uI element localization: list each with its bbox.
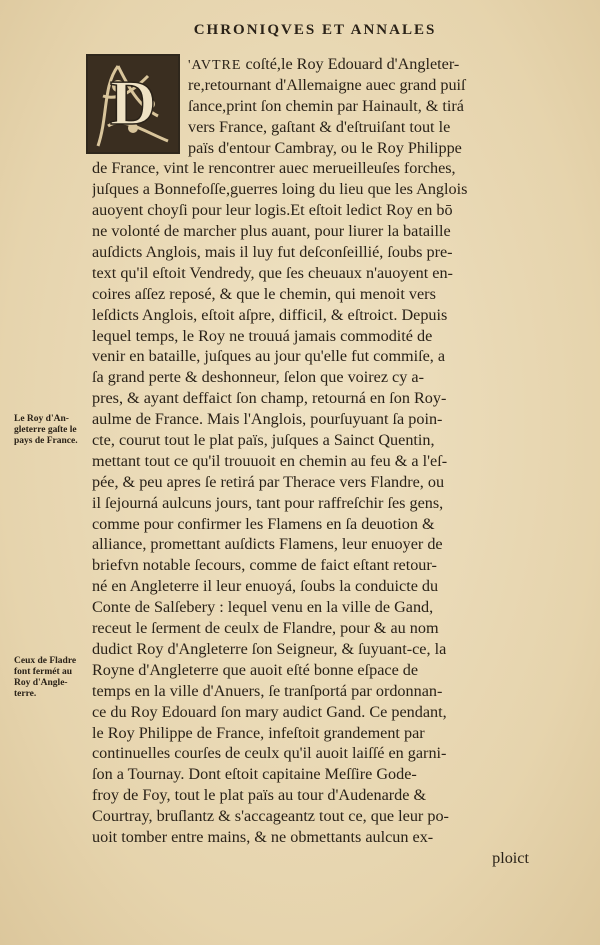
text-line: continuelles courſes de ceulx qu'il auoit laiſſé en garni- [92, 744, 447, 763]
text-line: Courtray, bruſlantz & s'accageantz tout ce, que leur po- [92, 807, 449, 826]
text-line: ce du Roy Edouard ſon mary audict Gand. Ce pendant, [92, 702, 447, 721]
text-line: temps en la ville d'Anuers, ſe tranſportá par ordonnan- [92, 681, 443, 700]
text-line: uoit tomber entre mains, & ne obmettants aulcun ex- [92, 827, 434, 846]
margin-note-line: terre. [14, 689, 37, 699]
text-line: il ſejourná aulcuns jours, tant pour raffreſchir ſes gens, [92, 493, 444, 512]
catchword: ploict [492, 848, 529, 867]
text-line: froy de Foy, tout le plat païs au tour d'Audenarde & [92, 786, 427, 805]
text-line: auſdicts Anglois, mais il luy fut deſconſeillié, ſoubs pre- [92, 243, 453, 262]
text-line: cte, courut tout le plat païs, juſques a Sainct Quentin, [92, 431, 435, 450]
text-line: re,retournant d'Allemaigne auec grand puiſ [188, 75, 466, 94]
main-text [92, 54, 555, 869]
text-line: briefvn notable ſecours, comme de faict eſtant retour- [92, 556, 437, 575]
margin-note-line: Ceux de Fladre [14, 656, 77, 666]
margin-note-line: gleterre gaſte le [14, 425, 77, 435]
text-line: auoyent choyſi pour leur logis.Et eſtoit ledict Roy en bō [92, 201, 453, 220]
text-line: vers France, gaſtant & d'eſtruiſant tout le [188, 117, 451, 136]
text-line: text qu'il eſtoit Vendredy, que ſes cheuaux n'auoyent en- [92, 263, 453, 282]
text-line: pres, & ayant deffaict ſon champ, retourná en ſon Roy- [92, 389, 447, 408]
text-line: ſance,print ſon chemin par Hainault, & tirá [188, 96, 464, 115]
first-line [92, 54, 555, 75]
text-line: le Roy Philippe de France, infeſtoit grandement par [92, 723, 425, 742]
text-line: ſa grand perte & deshonneur, ſelon que voirez cy a- [92, 368, 424, 387]
text-line: aulme de France. Mais l'Anglois, pourſuyuant ſa poin- [92, 410, 443, 429]
text-line: leſdicts Anglois, eſtoit aſpre, difficil, & eſtroict. Depuis [92, 305, 448, 324]
margin-note-line: pays de France. [14, 436, 78, 446]
text-line: ſon a Tournay. Dont eſtoit capitaine Meſſire Gode- [92, 765, 417, 784]
text-line: lequel temps, le Roy ne trouuá jamais commodité de [92, 326, 433, 345]
text-line: né en Angleterre il leur enuoyá, ſoubs la conduicte du [92, 577, 439, 596]
text-line: venir en bataille, juſques au jour qu'elle fut commiſe, a [92, 347, 446, 366]
running-head: CHRONIQVES ET ANNALES [193, 22, 437, 38]
text-line: dudict Roy d'Angleterre ſon Seigneur, & ſuyuant-ce, la [92, 639, 447, 658]
margin-note-line: Le Roy d'An- [14, 414, 69, 424]
margin-note-line: font fermét au [14, 667, 73, 677]
text-line: Royne d'Angleterre que auoit eſté bonne eſpace de [92, 660, 419, 679]
first-line-caps: 'AVTRE [188, 58, 242, 73]
text-line: coires aſſez reposé, & que le chemin, qui menoit vers [92, 284, 436, 303]
text-line: ne volonté de marcher plus auant, pour liurer la bataille [92, 222, 451, 241]
text-line: Conte de Salſebery : lequel venu en la ville de Gand, [92, 598, 434, 617]
drop-cap-letter: D [109, 67, 157, 138]
text-line: juſques a Bonnefoſſe,guerres loing du lieu que les Anglois [92, 180, 468, 199]
text-line: de France, vint le rencontrer auec merueilleuſes forches, [92, 159, 456, 178]
text-line: receut le ſerment de ceulx de Flandre, pour & au nom [92, 619, 439, 638]
margin-note [14, 656, 94, 700]
margin-note-line: Roy d'Angle- [14, 678, 68, 688]
text-line: comme pour confirmer les Flamens en ſa deuotion & [92, 514, 435, 533]
text-line: mettant tout ce qu'il trouuoit en chemin au feu & a l'eſ- [92, 451, 448, 470]
margin-note [14, 414, 94, 447]
text-line: coſté,le Roy Edouard d'Angleter- [245, 55, 460, 73]
text-line: pée, & peu apres ſe retirá par Therace vers Flandre, ou [92, 472, 445, 491]
text-line: alliance, promettant auſdicts Flamens, leur enuoyer de [92, 535, 443, 554]
text-line: païs d'entour Cambray, ou le Roy Philippe [188, 138, 462, 157]
